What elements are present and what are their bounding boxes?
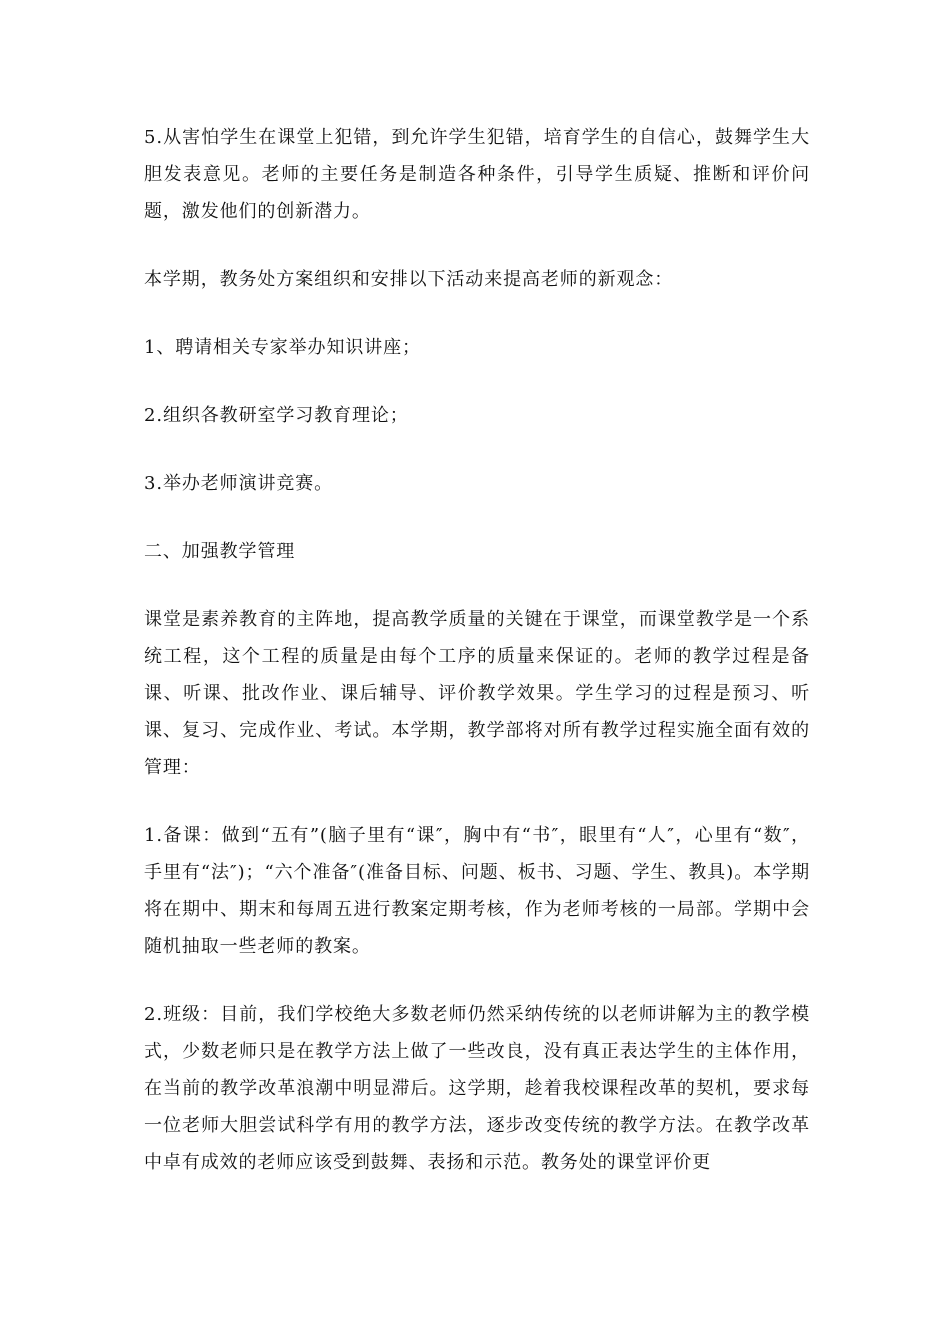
list-item-expert-lectures: 1、聘请相关专家举办知识讲座； [144, 337, 421, 358]
paragraph-point-5: 5.从害怕学生在课堂上犯错，到允许学生犯错，培育学生的自信心，鼓舞学生大胆发表意见。老师的主要任务是制造各种条件，引导学生质疑、推断和评价问题，激发他们的创新潜力。 [144, 127, 810, 222]
list-item-study-theory: 2.组织各教研室学习教育理论； [144, 405, 409, 426]
paragraph-semester-activities-intro: 本学期，教务处方案组织和安排以下活动来提高老师的新观念： [144, 269, 674, 290]
section-heading-teaching-management: 二、加强教学管理 [144, 541, 296, 562]
paragraph-lesson-preparation: 1.备课：做到“五有”(脑子里有“课″，胸中有“书″，眼里有“人″，心里有“数″，手里有“法″)；“六个准备″(准备目标、问题、板书、习题、学生、教具)。本学期将在期中、期末和每周五进行教案定期考核，作为老师考核的一局部。学期中会随机抽取一些老师的教案。 [144, 825, 810, 957]
paragraph-classroom-main-position: 课堂是素养教育的主阵地，提高教学质量的关键在于课堂，而课堂教学是一个系统工程，这个工程的质量是由每个工序的质量来保证的。老师的教学过程是备课、听课、批改作业、课后辅导、评价教学效果。学生学习的过程是预习、听课、复习、完成作业、考试。本学期，教学部将对所有教学过程实施全面有效的管理： [144, 609, 810, 778]
list-item-speech-contest: 3.举办老师演讲竞赛。 [144, 473, 334, 494]
paragraph-class-teaching-reform: 2.班级：目前，我们学校绝大多数老师仍然采纳传统的以老师讲解为主的教学模式，少数老师只是在教学方法上做了一些改良，没有真正表达学生的主体作用，在当前的教学改革浪潮中明显滞后。这学期，趁着我校课程改革的契机，要求每一位老师大胆尝试科学有用的教学方法，逐步改变传统的教学方法。在教学改革中卓有成效的老师应该受到鼓舞、表扬和示范。教务处的课堂评价更 [144, 1004, 810, 1173]
